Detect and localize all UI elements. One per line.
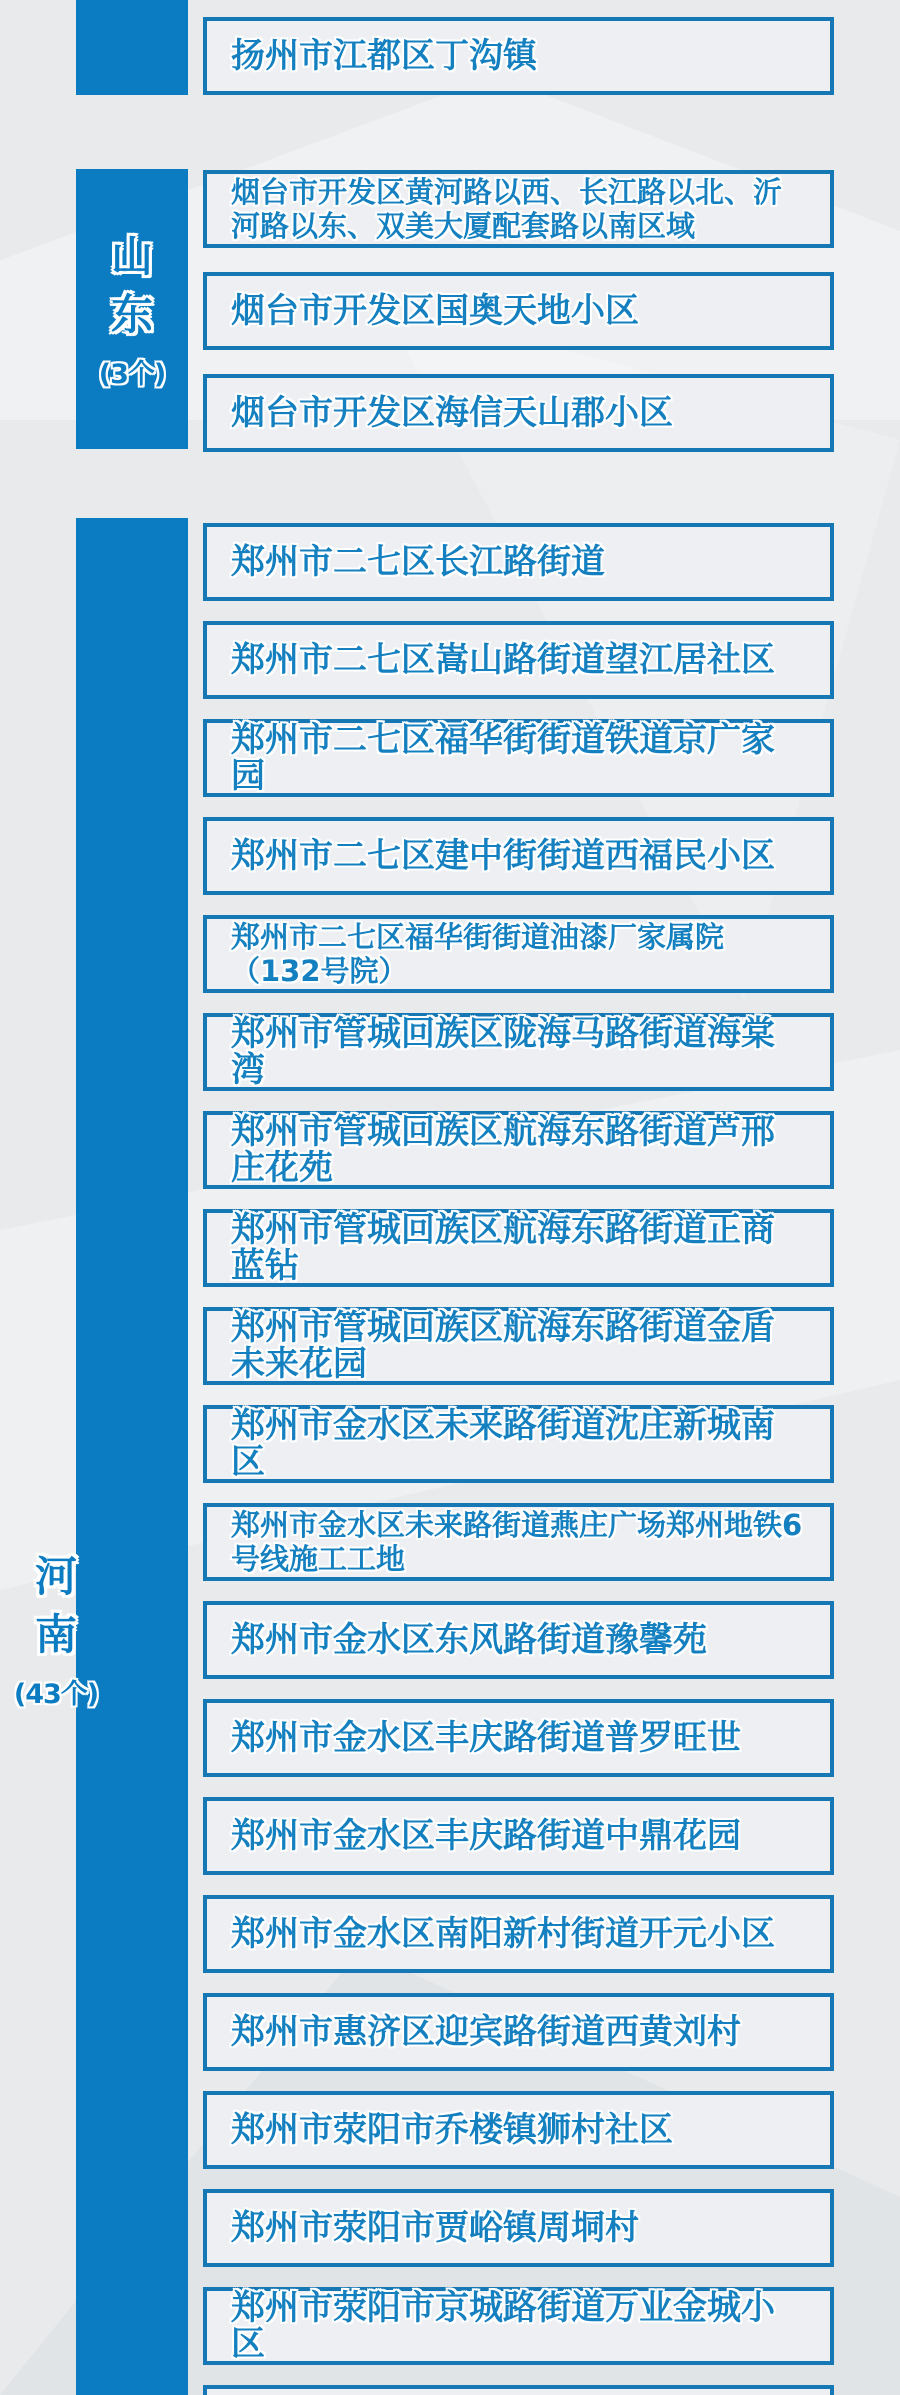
province-char: 南 [34,1610,77,1659]
location-text: 郑州市荥阳市贾峪镇周垌村 [231,2208,639,2248]
province-count-badge: (43个) [13,1679,99,1710]
province-label-shandong [76,228,188,391]
location-box [203,1307,834,1385]
location-box [203,1111,834,1189]
province-bar-partial [76,0,188,95]
location-text: 郑州市荥阳市京城路街道万业金城小区 [231,2288,775,2364]
location-box [203,1797,834,1875]
province-char: 河 [34,1552,77,1601]
location-text: 郑州市金水区丰庆路街道中鼎花园 [231,1816,741,1856]
location-text: 郑州市金水区东风路街道豫馨苑 [231,1620,707,1660]
province-count-badge: (3个) [98,358,166,390]
location-box [203,1993,834,2071]
location-text: 郑州市金水区未来路街道燕庄广场郑州地铁6号线施工工地 [231,1508,803,1576]
location-box [203,719,834,797]
location-box-cutoff [203,2385,834,2395]
location-box [203,170,834,248]
location-text: 郑州市金水区未来路街道沈庄新城南区 [231,1406,775,1482]
location-box [203,523,834,601]
location-box [203,621,834,699]
location-box [203,272,834,350]
location-box [203,2287,834,2365]
location-box [203,17,834,95]
location-text: 郑州市管城回族区航海东路街道正商蓝钻 [231,1210,775,1286]
location-box [203,374,834,452]
location-text: 烟台市开发区海信天山郡小区 [231,393,673,433]
location-text: 郑州市荥阳市乔楼镇狮村社区 [231,2110,673,2150]
location-list-shandong [203,170,834,452]
location-text: 郑州市二七区建中街街道西福民小区 [231,836,775,876]
location-text: 郑州市二七区福华街街道铁道京广家园 [231,720,775,796]
location-box [203,2189,834,2267]
province-label-henan [0,1548,112,1711]
location-box [203,1895,834,1973]
location-text: 郑州市管城回族区航海东路街道芦邢庄花苑 [231,1112,775,1188]
location-text: 扬州市江都区丁沟镇 [231,36,537,76]
location-text: 郑州市二七区长江路街道 [231,542,605,582]
location-list-henan [203,523,834,2395]
location-text: 烟台市开发区国奥天地小区 [231,291,639,331]
location-box [203,1699,834,1777]
province-bar-henan [76,518,188,2395]
location-text: 郑州市金水区丰庆路街道普罗旺世 [231,1718,741,1758]
location-list-partial [203,17,834,95]
location-text: 郑州市惠济区迎宾路街道西黄刘村 [231,2012,741,2052]
location-box [203,1503,834,1581]
location-text: 郑州市金水区南阳新村街道开元小区 [231,1914,775,1954]
location-text: 郑州市二七区嵩山路街道望江居社区 [231,640,775,680]
province-char: 东 [110,289,153,339]
location-box [203,1209,834,1287]
province-bar-shandong [76,169,188,449]
location-text: 郑州市二七区福华街街道油漆厂家属院（132号院） [231,920,725,988]
location-box [203,817,834,895]
province-char: 山 [110,231,153,281]
location-box [203,915,834,993]
location-box [203,2091,834,2169]
location-box [203,1405,834,1483]
location-box [203,1013,834,1091]
location-text: 烟台市开发区黄河路以西、长江路以北、沂河路以东、双美大厦配套路以南区域 [231,175,783,243]
location-text: 郑州市管城回族区陇海马路街道海棠湾 [231,1014,775,1090]
location-box [203,1601,834,1679]
location-text: 郑州市管城回族区航海东路街道金盾未来花园 [231,1308,775,1384]
